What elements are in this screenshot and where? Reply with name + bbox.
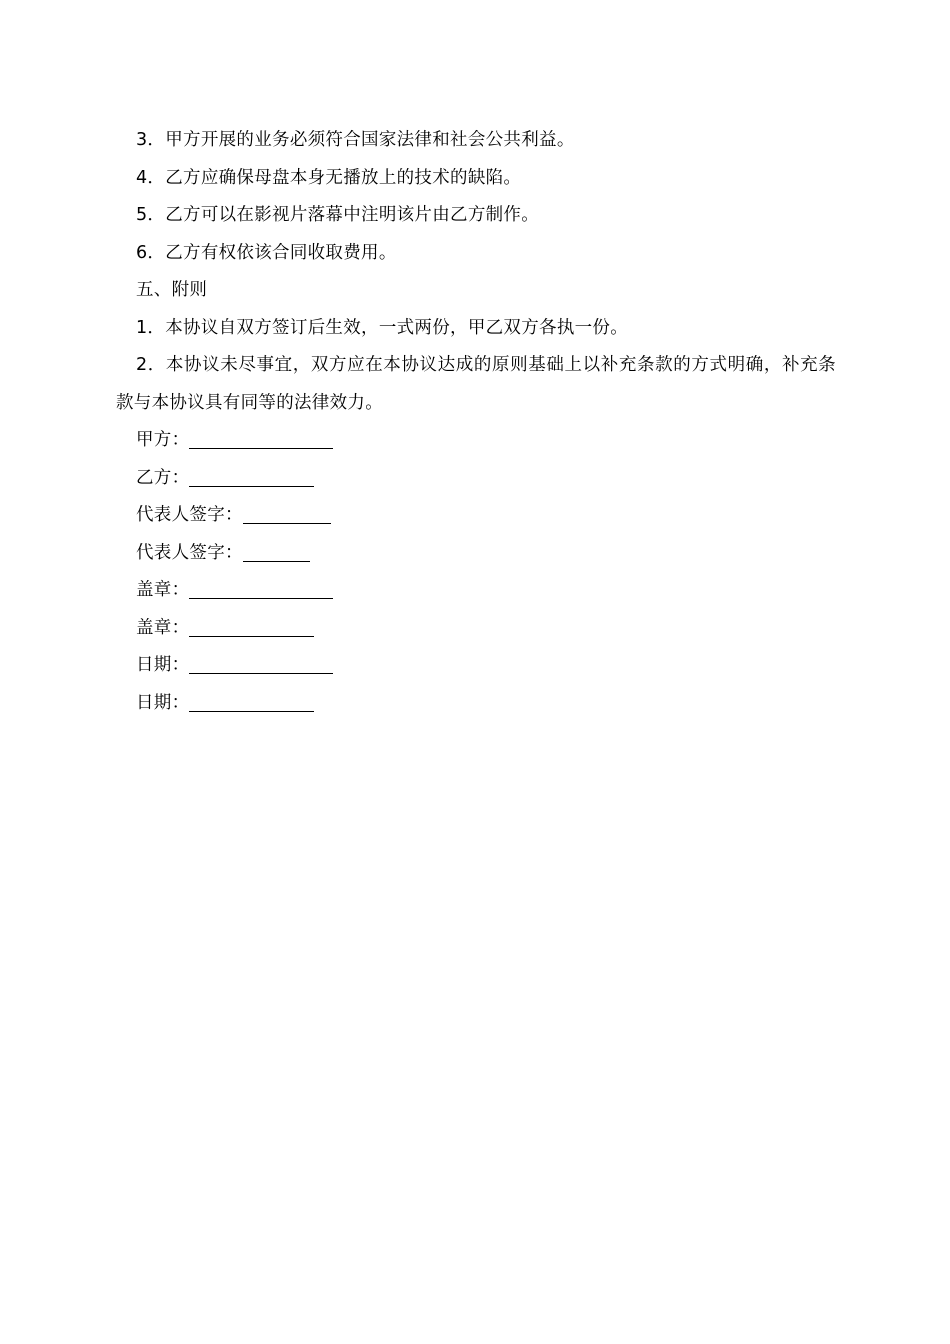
- clause-5: 5．乙方可以在影视片落幕中注明该片由乙方制作。: [136, 205, 540, 225]
- seal-party-b: [116, 610, 836, 648]
- signature-blank-line[interactable]: [189, 647, 333, 674]
- clause-4: 4．乙方应确保母盘本身无播放上的技术的缺陷。: [136, 167, 522, 188]
- signature-blank-line[interactable]: [189, 460, 314, 487]
- signature-blank-line[interactable]: [189, 685, 314, 712]
- signature-party-b: [116, 460, 836, 498]
- appendix-clause-1: 1．本协议自双方签订后生效，一式两份，甲乙双方各执一份。: [136, 317, 629, 338]
- signature-label: 盖章：: [136, 580, 190, 600]
- date-party-a: [116, 647, 836, 685]
- clause-6: 6．乙方有权依该合同收取费用。: [136, 242, 397, 263]
- signature-label: 代表人签字：: [136, 542, 243, 563]
- signature-label: 盖章：: [136, 617, 190, 638]
- signature-label: 日期：: [136, 692, 190, 713]
- signature-label: 乙方：: [136, 467, 190, 488]
- signature-blank-line[interactable]: [243, 535, 310, 562]
- clause-3: 3．甲方开展的业务必须符合国家法律和社会公共利益。: [136, 130, 575, 150]
- signature-blank-line[interactable]: [189, 572, 333, 599]
- signature-label: 代表人签字：: [136, 505, 243, 525]
- appendix-clause-2: 2．本协议未尽事宜，双方应在本协议达成的原则基础上以补充条款的方式明确，补充条款与本协议具有同等的法律效力。: [116, 355, 836, 413]
- signature-label: 日期：: [136, 655, 190, 675]
- signature-blank-line[interactable]: [189, 422, 333, 449]
- document-body: [116, 122, 836, 722]
- signature-party-a: [116, 422, 836, 460]
- representative-signature-a: [116, 497, 836, 535]
- representative-signature-b: [116, 535, 836, 573]
- signature-blank-line[interactable]: [189, 610, 314, 637]
- seal-party-a: [116, 572, 836, 610]
- signature-blank-line[interactable]: [243, 497, 331, 524]
- section-heading-appendix: 五、附则: [136, 280, 208, 300]
- date-party-b: [116, 685, 836, 723]
- signature-label: 甲方：: [136, 430, 190, 450]
